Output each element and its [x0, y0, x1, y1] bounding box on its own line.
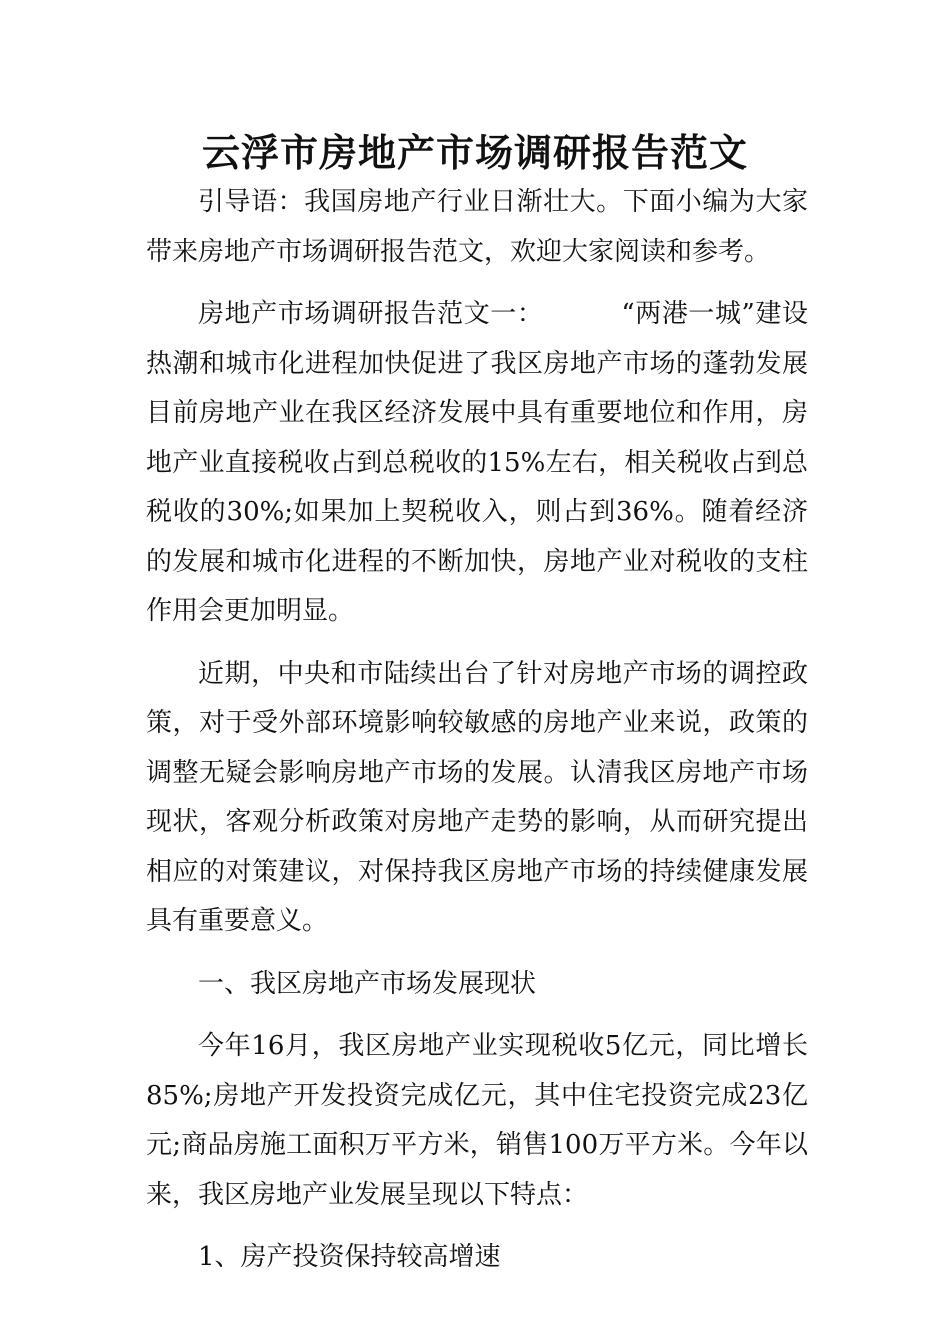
heading-status: 一、我区房地产市场发展现状 — [198, 968, 537, 999]
document-body — [146, 178, 808, 1283]
section-lead: 房地产市场调研报告范文一： — [198, 299, 544, 329]
section-one-paragraph — [146, 290, 808, 637]
document-title: 云浮市房地产市场调研报告范文 — [201, 130, 748, 175]
heading-investment: 1、房产投资保持较高增速 — [198, 1242, 501, 1272]
section-lead-rest: “两港一城”建设热潮和城市化进程加快促进了我区房地产市场的蓬勃发展目前房地产业在我区经济发展中具有重要地位和作用，房地产业直接税收占到总税收的15%左右，相关税收占到总税收的30%;如果加上契税收入，则占到36%。随着经济的发展和城市化进程的不断加快，房地产业对税收的支柱作用会更加明显。 — [146, 299, 808, 626]
intro-paragraph: 引导语：我国房地产行业日渐壮大。下面小编为大家带来房地产市场调研报告范文，欢迎大家阅读和参考。 — [146, 187, 808, 267]
status-paragraph: 今年16月，我区房地产业实现税收5亿元，同比增长85%;房地产开发投资完成亿元，其中住宅投资完成23亿元;商品房施工面积万平方米，销售100万平方米。今年以来，我区房地产业发展呈现以下特点： — [146, 1031, 808, 1210]
policy-paragraph: 近期，中央和市陆续出台了针对房地产市场的调控政策，对于受外部环境影响较敏感的房地产业来说，政策的调整无疑会影响房地产市场的发展。认清我区房地产市场现状，客观分析政策对房地产走势的影响，从而研究提出相应的对策建议，对保持我区房地产市场的持续健康发展具有重要意义。 — [146, 658, 808, 936]
